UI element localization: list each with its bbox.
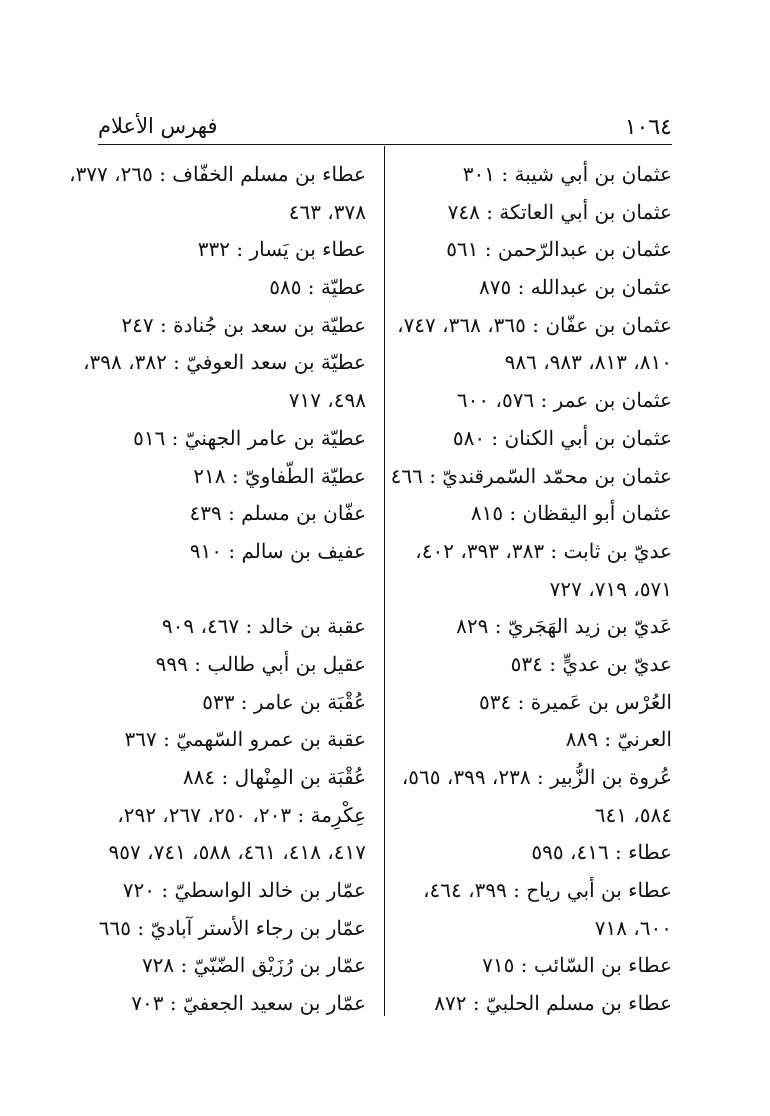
index-entry: عطاء بن أبي رياح : ٣٩٩، ٤٦٤، bbox=[423, 878, 672, 903]
index-entry: عطيّة بن عامر الجهنيّ : ٥١٦ bbox=[133, 425, 366, 450]
index-entry: عثمان بن عمر : ٥٧٦، ٦٠٠ bbox=[456, 388, 672, 413]
index-entry: عثمان بن محمّد السّمرقنديّ : ٤٦٦ bbox=[390, 463, 672, 488]
index-entry: العُرْس بن عَميرة : ٥٣٤ bbox=[479, 689, 672, 714]
index-column-left bbox=[69, 156, 366, 1023]
index-entry: عقبة بن خالد : ٤٦٧، ٩٠٩ bbox=[161, 614, 366, 639]
index-entry: عَديّ بن زيد الهَجَريّ : ٨٢٩ bbox=[456, 614, 672, 639]
index-entry: عطيّة : ٥٨٥ bbox=[269, 275, 366, 300]
index-entry: عقيل بن أبي طالب : ٩٩٩ bbox=[155, 651, 366, 676]
index-entry: عفيف بن سالم : ٩١٠ bbox=[189, 538, 366, 563]
index-entry: العرنيّ : ٨٨٩ bbox=[565, 727, 672, 752]
index-entry: عثمان بن عفّان : ٣٦٥، ٣٦٨، ٧٤٧، bbox=[397, 312, 672, 337]
index-column-right bbox=[390, 156, 672, 1023]
index-entry: عطيّة الطّفاويّ : ٢١٨ bbox=[193, 463, 366, 488]
index-entry: عثمان أبو اليقظان : ٨١٥ bbox=[470, 501, 672, 526]
index-section-gap bbox=[98, 571, 366, 609]
index-entry-continuation: ٥٧١، ٧١٩، ٧٢٧ bbox=[549, 576, 672, 601]
index-entry: عثمان بن أبي شيبة : ٣٠١ bbox=[462, 162, 672, 186]
index-entry: عثمان بن عبدالله : ٨٧٥ bbox=[479, 275, 672, 300]
index-entry: عثمان بن أبي الكنان : ٥٨٠ bbox=[452, 425, 672, 450]
index-entry: عفّان بن مسلم : ٤٣٩ bbox=[189, 501, 366, 526]
index-entry: عمّار بن خالد الواسطيّ : ٧٢٠ bbox=[122, 878, 366, 903]
index-entry: عمّار بن سعيد الجعفيّ : ٧٠٣ bbox=[131, 991, 366, 1016]
index-entry-continuation: ٣٧٨، ٤٦٣ bbox=[288, 199, 366, 224]
index-entry-continuation: ٤٩٨، ٧١٧ bbox=[288, 388, 366, 413]
index-entry: عقبة بن عمرو السّهميّ : ٣٦٧ bbox=[124, 727, 366, 752]
index-entry: عديّ بن عديٍّ : ٥٣٤ bbox=[510, 651, 672, 676]
index-entry: عُقْبَة بن المِنْهال : ٨٨٤ bbox=[182, 765, 366, 789]
index-entry: عِكْرِمة : ٢٠٣، ٢٥٠، ٢٦٧، ٢٩٢، bbox=[117, 802, 366, 827]
index-entry: عُقْبَة بن عامر : ٥٣٣ bbox=[202, 689, 366, 714]
index-entry: عطاء بن السّائب : ٧١٥ bbox=[482, 953, 672, 978]
page-number: ١٠٦٤ bbox=[624, 115, 672, 140]
index-entry: عُروة بن الزُّبير : ٢٣٨، ٣٩٩، ٥٦٥، bbox=[401, 765, 672, 789]
index-entry: عديّ بن ثابت : ٣٨٣، ٣٩٣، ٤٠٢، bbox=[415, 538, 672, 563]
page-title: فهرس الأعلام bbox=[98, 114, 218, 138]
index-entry: عطاء بن مسلم الحلبيّ : ٨٧٢ bbox=[434, 991, 672, 1016]
index-entry: عثمان بن أبي العاتكة : ٧٤٨ bbox=[447, 199, 672, 224]
index-entry-continuation: ٨١٠، ٨١٣، ٩٨٣، ٩٨٦ bbox=[504, 350, 672, 375]
index-entry: عمّار بن رُزَيْق الضّبّيّ : ٧٢٨ bbox=[141, 953, 366, 978]
index-entry: عطاء : ٤١٦، ٥٩٥ bbox=[531, 840, 672, 865]
index-entry: عثمان بن عبدالرّحمن : ٥٦١ bbox=[446, 237, 672, 262]
index-entry-continuation: ٦٠٠، ٧١٨ bbox=[594, 915, 672, 940]
page-header bbox=[98, 108, 672, 145]
index-entry: عمّار بن رجاء الأستر آباديّ : ٦٦٥ bbox=[98, 915, 366, 940]
index-entry-continuation: ٤١٧، ٤١٨، ٤٦١، ٥٨٨، ٧٤١، ٩٥٧ bbox=[108, 840, 366, 865]
index-entry: عطيّة بن سعد العوفيّ : ٣٨٢، ٣٩٨، bbox=[83, 350, 366, 375]
index-entry: عطاء بن مسلم الخفّاف : ٢٦٥، ٣٧٧، bbox=[69, 162, 366, 186]
index-entry: عطيّة بن سعد بن جُنادة : ٢٤٧ bbox=[121, 312, 366, 337]
index-entry-continuation: ٥٨٤، ٦٤١ bbox=[594, 802, 672, 827]
column-divider bbox=[384, 146, 385, 1016]
index-entry: عطاء بن يَسار : ٣٣٢ bbox=[197, 237, 366, 262]
